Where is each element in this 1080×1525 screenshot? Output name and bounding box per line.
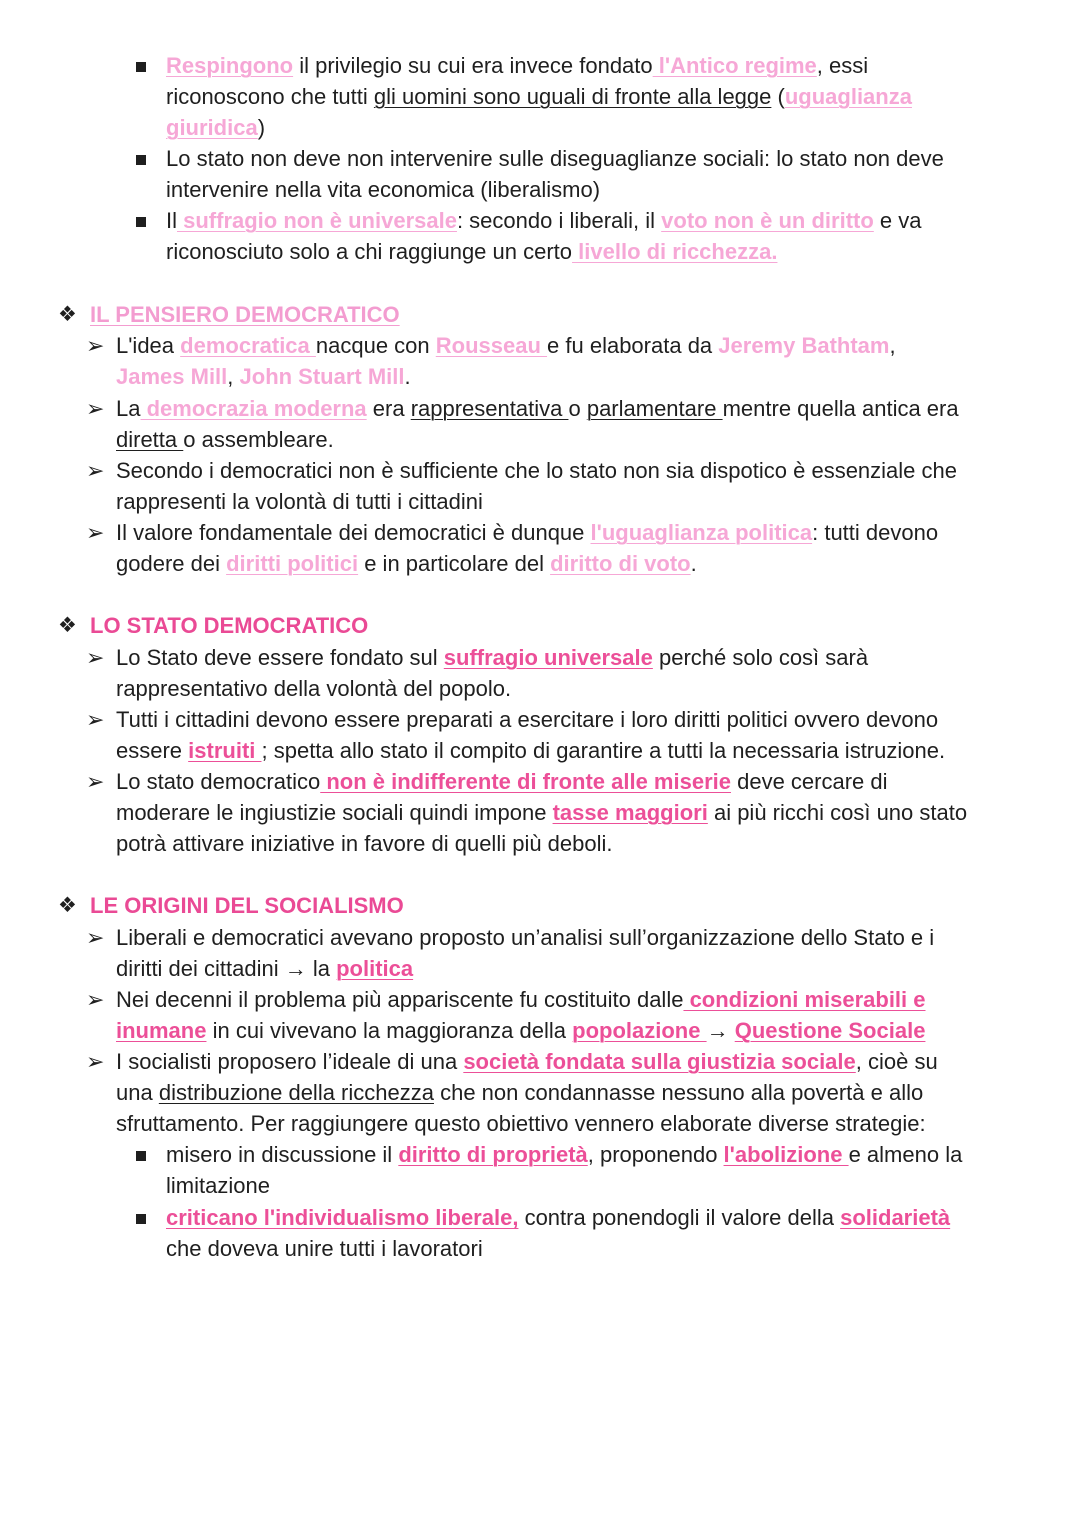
socialismo-a1-line2: diritti dei cittadini → la politica (116, 956, 414, 981)
intro-b1-line2: riconoscono che tutti gli uomini sono uguali di fronte alla legge (uguaglianza (166, 84, 912, 109)
socialismo-a3-line1: I socialisti proposero l’ideale di una società fondata sulla giustizia sociale, cioè su (116, 1049, 938, 1074)
arrow-bullet-icon: ➢ (86, 925, 105, 950)
arrow-bullet-icon: ➢ (86, 520, 105, 545)
pensiero-a2-line2: diretta o assembleare. (116, 427, 334, 452)
arrow-bullet-icon: ➢ (86, 458, 105, 483)
pensiero-a4-line2: godere dei diritti politici e in particolare del diritto di voto. (116, 551, 697, 576)
intro-b2-line2: intervenire nella vita economica (liberalismo) (166, 177, 601, 202)
arrow-bullet-icon: ➢ (86, 707, 105, 732)
diamond-heading-icon: ❖ (58, 614, 77, 637)
pensiero-a3-line2: rappresenti la volontà di tutti i cittadini (116, 489, 483, 514)
socialismo-s1-line1: misero in discussione il diritto di proprietà, proponendo l'abolizione e almeno la (166, 1142, 963, 1167)
arrow-bullet-icon: ➢ (86, 769, 105, 794)
arrow-bullet-icon: ➢ (86, 1049, 105, 1074)
pensiero-a2-line1: La democrazia moderna era rappresentativa o parlamentare mentre quella antica era (116, 396, 959, 421)
intro-b1-line1: Respingono il privilegio su cui era invece fondato l'Antico regime, essi (166, 53, 869, 78)
socialismo-s1-line2: limitazione (166, 1173, 270, 1198)
diamond-heading-icon: ❖ (58, 303, 77, 326)
section-heading-socialismo: LE ORIGINI DEL SOCIALISMO (90, 893, 404, 918)
socialismo-s2-line1: criticano l'individualismo liberale, contra ponendogli il valore della solidarietà (166, 1205, 951, 1230)
highlight: Respingono (166, 53, 294, 78)
socialismo-a2-line2: inumane in cui vivevano la maggioranza della popolazione → Questione Sociale (116, 1018, 926, 1043)
pensiero-a4-line1: Il valore fondamentale dei democratici è dunque l'uguaglianza politica: tutti devono (116, 520, 939, 545)
section-heading-pensiero: IL PENSIERO DEMOCRATICO (90, 302, 400, 327)
intro-b3-line2: riconosciuto solo a chi raggiunge un certo livello di ricchezza. (166, 239, 778, 264)
stato-a1-line1: Lo Stato deve essere fondato sul suffragio universale perché solo così sarà (116, 645, 869, 670)
diamond-heading-icon: ❖ (58, 894, 77, 917)
intro-b2-line1: Lo stato non deve non intervenire sulle diseguaglianze sociali: lo stato non deve (166, 146, 944, 171)
intro-b3-line1: Il suffragio non è universale: secondo i liberali, il voto non è un diritto e va (166, 208, 922, 233)
intro-b1-line3: giuridica) (166, 115, 266, 140)
pensiero-a3-line1: Secondo i democratici non è sufficiente che lo stato non sia dispotico è essenziale che (116, 458, 957, 483)
stato-a3-line3: potrà attivare iniziative in favore di quelli più deboli. (116, 831, 613, 856)
square-bullet-icon (136, 1214, 146, 1224)
arrow-bullet-icon: ➢ (86, 987, 105, 1012)
arrow-bullet-icon: ➢ (86, 396, 105, 421)
socialismo-a3-line2: una distribuzione della ricchezza che non condannasse nessuno alla povertà e allo (116, 1080, 924, 1105)
square-bullet-icon (136, 155, 146, 165)
stato-a2-line2: essere istruiti ; spetta allo stato il compito di garantire a tutti la necessaria istruzione. (116, 738, 946, 763)
socialismo-a3-line3: sfruttamento. Per raggiungere questo obiettivo vennero elaborate diverse strategie: (116, 1111, 926, 1136)
socialismo-s2-line2: che doveva unire tutti i lavoratori (166, 1236, 483, 1261)
pensiero-a1-line1: L'idea democratica nacque con Rousseau e fu elaborata da Jeremy Bathtam, (116, 333, 896, 358)
pensiero-a1-line2: James Mill, John Stuart Mill. (116, 364, 411, 389)
arrow-bullet-icon: ➢ (86, 333, 105, 358)
section-heading-stato: LO STATO DEMOCRATICO (90, 613, 369, 638)
square-bullet-icon (136, 1151, 146, 1161)
socialismo-a2-line1: Nei decenni il problema più appariscente fu costituito dalle condizioni miserabili e (116, 987, 926, 1012)
stato-a3-line2: moderare le ingiustizie sociali quindi impone tasse maggiori ai più ricchi così uno stato (116, 800, 968, 825)
arrow-bullet-icon: ➢ (86, 645, 105, 670)
square-bullet-icon (136, 217, 146, 227)
stato-a2-line1: Tutti i cittadini devono essere preparati a esercitare i loro diritti politici ovvero devono (116, 707, 939, 732)
stato-a1-line2: rappresentativo della volontà del popolo. (116, 676, 512, 701)
socialismo-a1-line1: Liberali e democratici avevano proposto un’analisi sull’organizzazione dello Stato e i (116, 925, 935, 950)
stato-a3-line1: Lo stato democratico non è indifferente di fronte alle miserie deve cercare di (116, 769, 888, 794)
square-bullet-icon (136, 62, 146, 72)
